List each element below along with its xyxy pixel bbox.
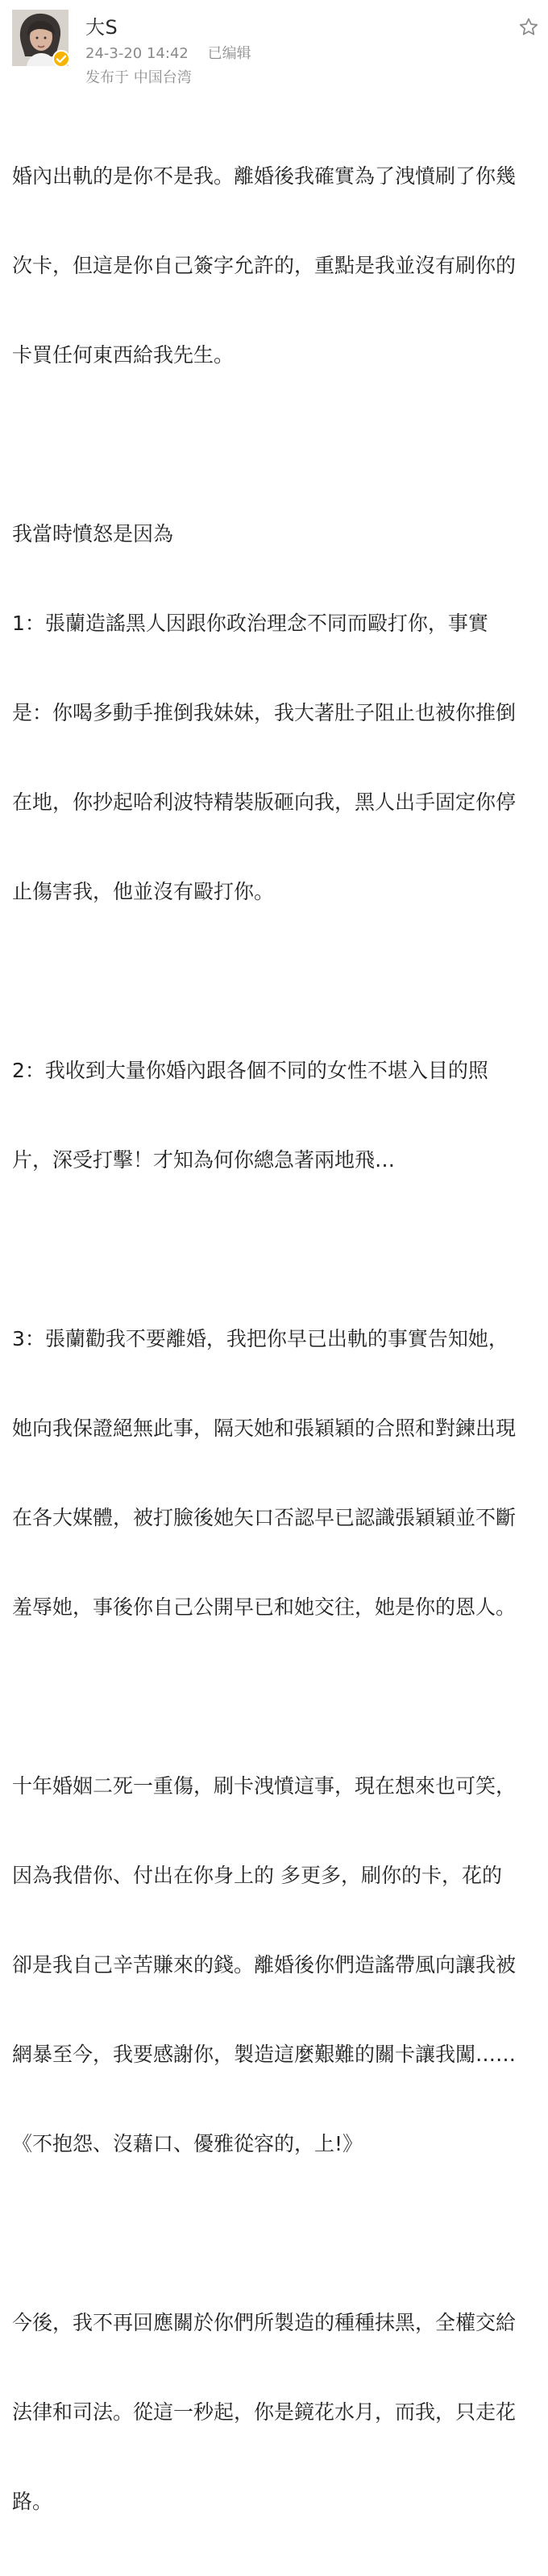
post-line: 婚內出軌的是你不是我。離婚後我確實為了洩憤刷了你幾 [12, 164, 517, 188]
post-line: 《不抱怨、沒藉口、優雅從容的，上!》 [12, 2132, 363, 2155]
post-line: 網暴至今，我要感謝你，製造這麼艱難的關卡讓我闖…… [12, 2043, 517, 2066]
user-name[interactable]: 大S [85, 16, 118, 39]
post-line: 她向我保證絕無此事，隔天她和張穎穎的合照和對鍊出現 [12, 1417, 517, 1440]
post-paragraph [12, 996, 536, 1234]
post-line: 因為我借你、付出在你身上的 多更多，刷你的卡，花的 [12, 1864, 502, 1887]
post-line: 法律和司法。從這一秒起，你是鏡花水月，而我，只走花 [12, 2400, 517, 2424]
post-line: 卻是我自己辛苦賺來的錢。離婚後你們造謠帶風向讓我被 [12, 1953, 517, 1977]
post-line: 次卡，但這是你自己簽字允許的，重點是我並沒有刷你的 [12, 254, 517, 277]
paragraph-spacer [12, 1682, 536, 1711]
post-meta [85, 44, 251, 64]
star-icon[interactable] [517, 16, 540, 39]
post-header [0, 0, 548, 95]
post-timestamp: 24-3-20 14:42 [85, 45, 189, 62]
post-line: 止傷害我，他並沒有毆打你。 [12, 880, 275, 903]
post-paragraph [12, 1264, 536, 1682]
post-line: 片，深受打擊！才知為何你總急著兩地飛… [12, 1148, 396, 1172]
post-line: 3：張蘭勸我不要離婚，我把你早已出軌的事實告知她， [12, 1327, 509, 1350]
post-line: 今後，我不再回應關於你們所製造的種種抹黑，全權交給 [12, 2311, 517, 2334]
post-paragraph [12, 102, 536, 429]
post-paragraph [12, 459, 536, 966]
post-line: 2：我收到大量你婚內跟各個不同的女性不堪入目的照 [12, 1059, 488, 1082]
post-line: 我當時憤怒是因為 [12, 522, 174, 545]
post-line: 卡買任何東西給我先生。 [12, 343, 235, 367]
post-line: 十年婚姻二死一重傷，刷卡洩憤這事，現在想來也可笑， [12, 1774, 517, 1798]
post-paragraph [12, 2248, 536, 2576]
post-body [12, 102, 536, 2576]
post-line: 在各大媒體，被打臉後她矢口否認早已認識張穎穎並不斷 [12, 1506, 517, 1529]
verified-badge-icon [52, 50, 70, 68]
paragraph-spacer [12, 966, 536, 996]
post-line: 路。 [12, 2490, 53, 2513]
avatar-container[interactable] [12, 10, 68, 66]
paragraph-spacer [12, 429, 536, 459]
post-location: 发布于 中国台湾 [85, 69, 192, 86]
post-line: 在地，你抄起哈利波特精裝版砸向我，黑人出手固定你停 [12, 790, 517, 814]
post-line: 1：張蘭造謠黑人因跟你政治理念不同而毆打你，事實 [12, 612, 488, 635]
paragraph-spacer [12, 2218, 536, 2248]
paragraph-spacer [12, 1234, 536, 1264]
edited-label: 已编辑 [207, 45, 251, 62]
post-paragraph [12, 1711, 536, 2218]
post-line: 羞辱她，事後你自己公開早已和她交往，她是你的恩人。 [12, 1595, 517, 1619]
post-line: 是：你喝多動手推倒我妹妹，我大著肚子阻止也被你推倒 [12, 701, 517, 724]
